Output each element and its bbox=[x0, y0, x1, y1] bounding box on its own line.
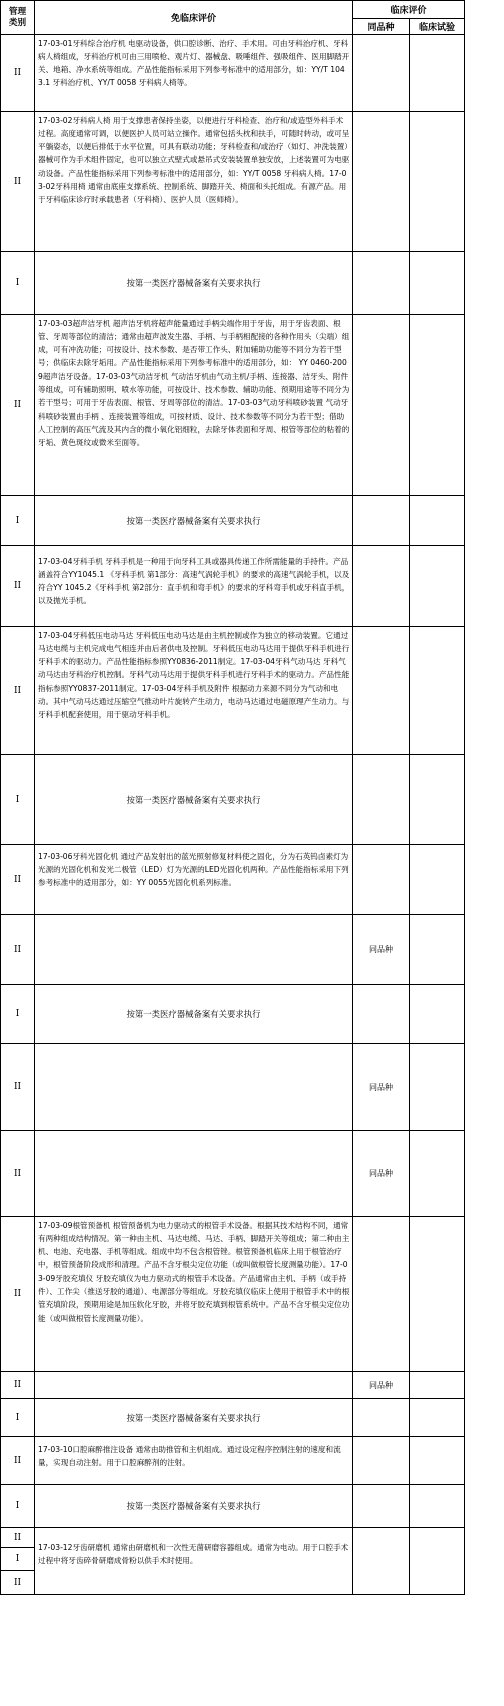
table-row bbox=[1, 985, 465, 1044]
exempt-cell: 17-03-06牙科光固化机 通过产品发射出的蓝光照射修复材料使之固化，分为石英钨卤素灯为光源的光固化机和发光二极管（LED）灯为光源的LED光固化机两种。产品性能指标采用下列参考标准中的适用部分，如：YY 0055光固化机系列标准。 bbox=[38, 851, 349, 888]
table-row bbox=[1, 1437, 465, 1485]
class-cell: II bbox=[1, 1131, 35, 1217]
table-row bbox=[1, 1528, 465, 1548]
filing-note: 按第一类医疗器械备案有关要求执行 bbox=[35, 496, 353, 546]
trial-cell bbox=[410, 546, 465, 627]
trial-cell bbox=[410, 1437, 465, 1485]
table-row bbox=[1, 755, 465, 845]
same-cell bbox=[353, 252, 410, 315]
filing-note: 按第一类医疗器械备案有关要求执行 bbox=[35, 252, 353, 315]
header-class: 管理类别 bbox=[1, 1, 35, 35]
table-row bbox=[1, 915, 465, 985]
table-row bbox=[1, 627, 465, 755]
same-cell bbox=[353, 1528, 410, 1595]
trial-cell bbox=[410, 1044, 465, 1131]
table-row bbox=[1, 252, 465, 315]
class-cell: II bbox=[1, 1372, 35, 1399]
trial-cell bbox=[410, 915, 465, 985]
exempt-cell: 17-03-12牙齿研磨机 通常由研磨机和一次性无菌研磨容器组成。通常为电动。用于口腔手术过程中将牙齿碎骨研磨成骨粉以供手术时使用。 bbox=[38, 1543, 349, 1566]
table-row bbox=[1, 1372, 465, 1399]
trial-cell bbox=[410, 1485, 465, 1528]
table-row bbox=[1, 546, 465, 627]
exempt-cell: 17-03-04牙科低压电动马达 牙科低压电动马达是由主机控制或作为独立的移动装置。它通过马达电缆与主机完成电气相连并由后者供电及控制。牙科低压电动马达用于提供牙科手机进行牙科手术的驱动力。产品性能指标参照YY0836-2011制定。17-03-04牙科气动马达 牙科气动马达由牙科治疗机控制。牙科气动马达用于提供牙科手机进行牙科手术的驱动力。产品性能指标参照YY0837-2011制定。17-03-04牙科手机及附件 根据动力来源不同分为气动和电动。其中气动马达通过压缩空气推动叶片旋转产生动力，电动马达通过电磁原理产生动力。与牙科手机配套使用，用于驱动牙科手机。 bbox=[38, 630, 350, 720]
trial-cell bbox=[410, 1372, 465, 1399]
trial-cell bbox=[410, 252, 465, 315]
table-row bbox=[1, 1044, 465, 1131]
exempt-cell bbox=[35, 1131, 353, 1217]
class-cell: I bbox=[1, 1399, 35, 1437]
trial-cell bbox=[410, 755, 465, 845]
header-exempt: 免临床评价 bbox=[35, 1, 353, 35]
trial-cell bbox=[410, 496, 465, 546]
class-cell: II bbox=[1, 315, 35, 496]
exempt-cell bbox=[35, 915, 353, 985]
same-cell bbox=[353, 845, 410, 915]
class-cell: I bbox=[1, 1548, 35, 1571]
class-cell: I bbox=[1, 252, 35, 315]
trial-cell bbox=[410, 315, 465, 496]
class-cell: II bbox=[1, 1437, 35, 1485]
table-row bbox=[1, 1217, 465, 1372]
same-cell bbox=[353, 315, 410, 496]
same-cell bbox=[353, 112, 410, 252]
class-cell: I bbox=[1, 755, 35, 845]
class-cell: II bbox=[1, 627, 35, 755]
filing-note: 按第一类医疗器械备案有关要求执行 bbox=[35, 985, 353, 1044]
same-cell bbox=[353, 627, 410, 755]
filing-note: 按第一类医疗器械备案有关要求执行 bbox=[35, 755, 353, 845]
trial-cell bbox=[410, 112, 465, 252]
class-cell: II bbox=[1, 112, 35, 252]
same-cell: 同品种 bbox=[353, 1044, 410, 1131]
trial-cell bbox=[410, 985, 465, 1044]
exempt-cell: 17-03-03超声洁牙机 超声洁牙机将超声能量通过手柄尖端作用于牙齿，用于牙齿表面、根管、牙周等部位的清洁；通常由超声波发生器、手柄、与手柄相配接的各种作用头（尖端）组成，可有冲洗功能；可按设计、技术参数、是否带工作头、附加辅助功能等不同分为若干型号；供临床去除牙垢用。产品性能指标采用下列参考标准中的适用部分，如： YY 0460-2009超声洁牙设备。17-03-03气动洁牙机 气动洁牙机由气动主机/手柄、连接器、洁牙头、附件等组成，可有辅助照明、喷水等功能，可按设计、技术参数、辅助功能、预期用途等不同分为若干型号；可用于牙齿表面、根管、牙周等部位的清洁。17-03-03气动牙科喷砂装置 气动牙科喷砂装置由手柄 、连接装置等组成，可按材质、设计、技术参数等不同分为若干型；借助人工控制的高压气流及其内含的微小氧化铝细粒，去除牙体表面和牙周、根管等部位的粘着的牙垢、黄色斑纹或微米至面等。 bbox=[38, 318, 350, 448]
exempt-cell: 17-03-04牙科手机 牙科手机是一种用于向牙科工具或器具传递工作所需能量的手持件。产品涵盖符合YY1045.1 《牙科手机 第1部分：高速气涡轮手机》的要求的高速气涡轮手机，以及符合YY 1045.2《牙科手机 第2部分：直手机和弯手机》的要求的牙科弯手机或牙科直手机，以及抛光手机。 bbox=[38, 556, 350, 606]
same-cell bbox=[353, 35, 410, 112]
filing-note: 按第一类医疗器械备案有关要求执行 bbox=[35, 1399, 353, 1437]
trial-cell bbox=[410, 627, 465, 755]
trial-cell bbox=[410, 1528, 465, 1595]
same-cell bbox=[353, 755, 410, 845]
exempt-cell bbox=[35, 1372, 353, 1399]
table-row bbox=[1, 1399, 465, 1437]
header-clinical: 临床评价 bbox=[353, 1, 465, 19]
trial-cell bbox=[410, 35, 465, 112]
filing-note: 按第一类医疗器械备案有关要求执行 bbox=[35, 1485, 353, 1528]
class-cell: I bbox=[1, 1485, 35, 1528]
exempt-cell: 17-03-09根管预备机 根管预备机为电力驱动式的根管手术设备。根据其技术结构不同，通常有两种组成结构情况。第一种由主机、马达电缆、马达、手柄、脚踏开关等组成；第二种由主机、电池、充电器、手机等组成。组成中均不包含根管锉。根管预备机临床上用于根管治疗中，根管预备阶段成形和清理。产品不含牙根尖定位功能（或叫做根管长度测量功能）。17-03-09牙胶充填仪 牙胶充填仪为电力驱动式的根管手术设备。产品通常由主机、手柄（或手持件）、工作尖（推送牙胶的通道）、电源部分等组成。牙胶充填仪临床上使用于根管手术中的根管充填阶段，预期用途是加压软化牙胶，并将牙胶充填到根管系统中。产品不含牙根尖定位功能（或叫做根管长度测量功能）。 bbox=[38, 1220, 350, 1323]
trial-cell bbox=[410, 1399, 465, 1437]
table-row bbox=[1, 112, 465, 252]
table-row bbox=[1, 35, 465, 112]
exempt-cell bbox=[35, 1044, 353, 1131]
same-cell bbox=[353, 546, 410, 627]
class-cell: II bbox=[1, 35, 35, 112]
trial-cell bbox=[410, 845, 465, 915]
table-row bbox=[1, 315, 465, 496]
class-cell: II bbox=[1, 546, 35, 627]
same-cell bbox=[353, 1217, 410, 1372]
header-trial: 临床试验 bbox=[410, 19, 465, 35]
class-cell: II bbox=[1, 1044, 35, 1131]
same-cell bbox=[353, 496, 410, 546]
same-cell: 同品种 bbox=[353, 915, 410, 985]
trial-cell bbox=[410, 1131, 465, 1217]
same-cell bbox=[353, 985, 410, 1044]
class-cell: I bbox=[1, 985, 35, 1044]
exempt-cell: 17-03-02牙科病人椅 用于支撑患者保持坐姿，以便进行牙科检查、治疗和/或造型外科手术过程。高度通常可调，以便医护人员可站立操作。通常包括头枕和扶手，可随时转动，或可呈平躺姿态，以便后排低于水平位置，可具有联动功能；牙科检查和/或治疗（如灯、冲洗装置）器械可作为手术组件固定，也可以独立式壁式或悬吊式安装装置单独安放，上述装置可为电驱动设备。产品性能指标采用下列参考标准中的适用部分，如：YY/T 0058 牙科病人椅。17-03-02牙科用椅 通常由底座支撑系统、控制系统、脚踏开关、椅面和头托组成。有源产品。用于牙科临床诊疗时承载患者（牙科椅）、医护人员（医师椅）。 bbox=[38, 115, 350, 205]
table-row bbox=[1, 845, 465, 915]
table-row bbox=[1, 1485, 465, 1528]
same-cell bbox=[353, 1485, 410, 1528]
same-cell: 同品种 bbox=[353, 1372, 410, 1399]
trial-cell bbox=[410, 1217, 465, 1372]
class-cell: II bbox=[1, 1528, 35, 1548]
same-cell bbox=[353, 1437, 410, 1485]
class-cell: I bbox=[1, 496, 35, 546]
exempt-cell: 17-03-01牙科综合治疗机 电驱动设备，供口腔诊断、治疗、手术用。可由牙科治疗机、牙科病人椅组成，牙科治疗机可由三用喷枪、观片灯、器械盘、吸唾组件、强吸组件、医用脚踏开关、地箱、净水系统等组成。产品性能指标采用下列参考标准中的适用部分，如：YY/T 1043.1 牙科治疗机、YY/T 0058 牙科病人椅等。 bbox=[38, 38, 350, 88]
same-cell bbox=[353, 1399, 410, 1437]
same-cell: 同品种 bbox=[353, 1131, 410, 1217]
class-cell: II bbox=[1, 1571, 35, 1595]
class-cell: II bbox=[1, 1217, 35, 1372]
exempt-cell: 17-03-10口腔麻醉推注设备 通常由助推管和主机组成。通过设定程序控制注射的速度和流量，实现自动注射。用于口腔麻醉剂的注射。 bbox=[38, 1444, 341, 1467]
table-row bbox=[1, 1131, 465, 1217]
class-cell: II bbox=[1, 845, 35, 915]
header-same: 同品种 bbox=[353, 19, 410, 35]
table-row bbox=[1, 496, 465, 546]
class-cell: II bbox=[1, 915, 35, 985]
